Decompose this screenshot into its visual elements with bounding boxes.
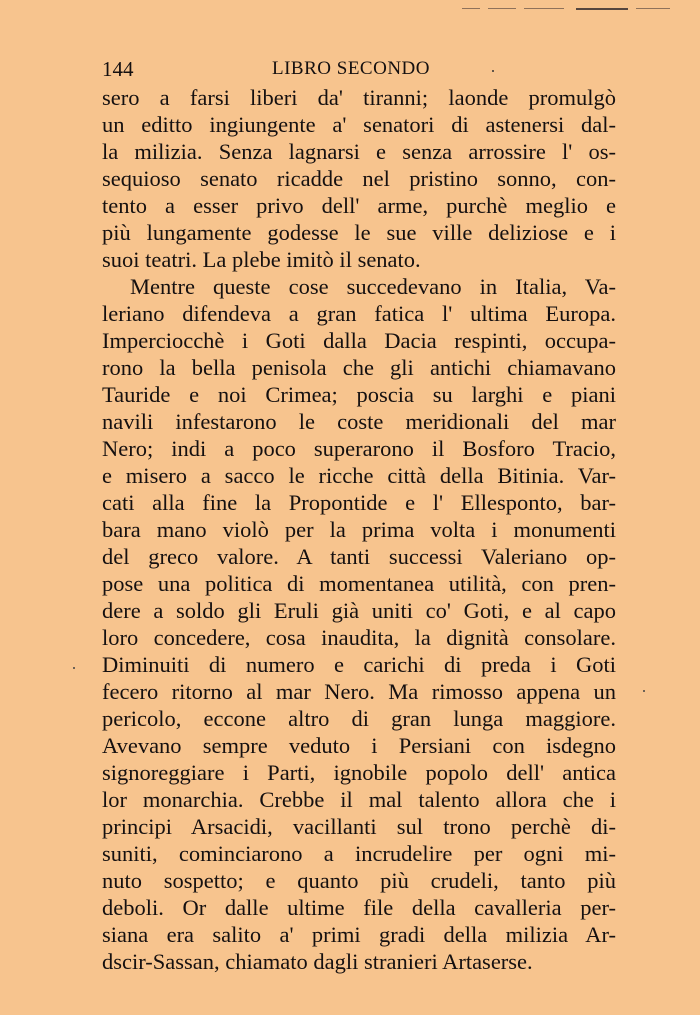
body-text xyxy=(102,84,616,975)
text-line: suniti, cominciarono a incrudelire per ogni mi- xyxy=(102,841,616,866)
text-line: del greco valore. A tanti successi Valeriano op- xyxy=(102,544,616,569)
text-line: deboli. Or dalle ultime file della cavalleria per- xyxy=(102,895,616,920)
text-line: loro concedere, cosa inaudita, la dignità consolare. xyxy=(102,625,616,650)
text-line: la milizia. Senza lagnarsi e senza arrossire l' os- xyxy=(102,139,616,164)
text-line: leriano difendeva a gran fatica l' ultima Europa. xyxy=(102,301,616,326)
text-line: Tauride e noi Crimea; poscia su larghi e piani xyxy=(102,382,616,407)
text-line: sequioso senato ricadde nel pristino sonno, con- xyxy=(102,166,616,191)
text-line: un editto ingiungente a' senatori di astenersi dal- xyxy=(102,112,616,137)
top-rule-4 xyxy=(576,8,628,10)
text-line: pericolo, eccone altro di gran lunga maggiore. xyxy=(102,706,616,731)
ink-speck xyxy=(492,70,494,72)
top-rule-3 xyxy=(524,8,564,9)
text-line: navili infestarono le coste meridionali del mar xyxy=(102,409,616,434)
margin-speck xyxy=(73,667,75,669)
text-line: pose una politica di momentanea utilità, con pren- xyxy=(102,571,616,596)
text-line: Diminuiti di numero e carichi di preda i Goti xyxy=(102,652,616,677)
running-head-title: LIBRO SECONDO xyxy=(272,58,430,79)
text-line: sero a farsi liberi da' tiranni; laonde promulgò xyxy=(102,85,616,110)
text-line: lor monarchia. Crebbe il mal talento allora che i xyxy=(102,787,616,812)
text-line: Avevano sempre veduto i Persiani con isdegno xyxy=(102,733,616,758)
text-line: Mentre queste cose succedevano in Italia, Va- xyxy=(130,274,616,299)
margin-speck xyxy=(643,690,645,692)
text-line: e misero a sacco le ricche città della Bitinia. Var- xyxy=(102,463,616,488)
text-line: rono la bella penisola che gli antichi chiamavano xyxy=(102,355,616,380)
text-line: dscir-Sassan, chiamato dagli stranieri Artaserse. xyxy=(102,949,533,974)
text-line: siana era salito a' primi gradi della milizia Ar- xyxy=(102,922,616,947)
top-rule-1 xyxy=(462,8,480,9)
text-line: signoreggiare i Parti, ignobile popolo dell' antica xyxy=(102,760,616,785)
text-line: Imperciocchè i Goti dalla Dacia respinti, occupa- xyxy=(102,328,616,353)
top-rule-5 xyxy=(636,8,670,9)
text-line: principi Arsacidi, vacillanti sul trono perchè di- xyxy=(102,814,616,839)
text-line: Nero; indi a poco superarono il Bosforo Tracio, xyxy=(102,436,616,461)
text-line: suoi teatri. La plebe imitò il senato. xyxy=(102,247,421,272)
text-line: nuto sospetto; e quanto più crudeli, tanto più xyxy=(102,868,616,893)
text-line: tento a esser privo dell' arme, purchè meglio e xyxy=(102,193,616,218)
text-line: più lungamente godesse le sue ville deliziose e i xyxy=(102,220,616,245)
text-line: bara mano violò per la prima volta i monumenti xyxy=(102,517,616,542)
running-head xyxy=(102,56,616,82)
text-line: dere a soldo gli Eruli già uniti co' Goti, e al capo xyxy=(102,598,616,623)
text-line: cati alla fine la Propontide e l' Ellesponto, bar- xyxy=(102,490,616,515)
top-rule-2 xyxy=(488,8,516,9)
page-number: 144 xyxy=(102,57,134,81)
text-line: fecero ritorno al mar Nero. Ma rimosso appena un xyxy=(102,679,616,704)
